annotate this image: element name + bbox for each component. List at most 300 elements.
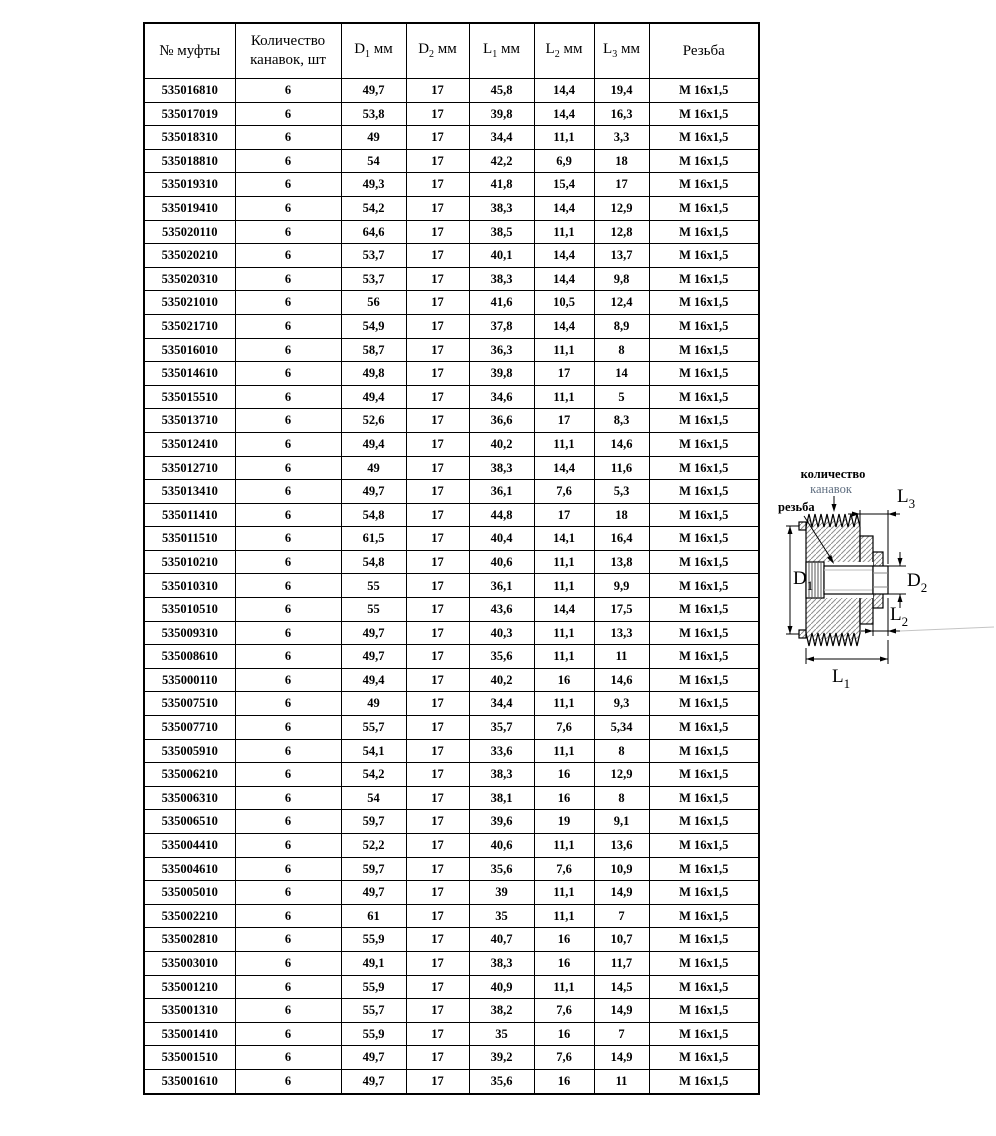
table-row	[144, 267, 759, 291]
table-row	[144, 1046, 759, 1070]
groove-count: 6	[235, 126, 341, 150]
coupling-number: 535007710	[144, 716, 235, 740]
d2-value: 17	[406, 716, 469, 740]
l2-value: 11,1	[534, 904, 594, 928]
d1-value: 54,1	[341, 739, 406, 763]
table-row	[144, 385, 759, 409]
l3-value: 9,3	[594, 692, 649, 716]
l2-value: 7,6	[534, 999, 594, 1023]
groove-count: 6	[235, 196, 341, 220]
table-row	[144, 1022, 759, 1046]
d2-value: 17	[406, 550, 469, 574]
d1-value: 58,7	[341, 338, 406, 362]
l2-value: 6,9	[534, 149, 594, 173]
l2-value: 14,4	[534, 196, 594, 220]
l3-value: 3,3	[594, 126, 649, 150]
d1-value: 54	[341, 786, 406, 810]
l2-value: 16	[534, 1069, 594, 1093]
d1-value: 49,4	[341, 432, 406, 456]
l3-value: 7	[594, 904, 649, 928]
l3-value: 11	[594, 1069, 649, 1093]
coupling-number: 535018310	[144, 126, 235, 150]
d1-value: 49,1	[341, 951, 406, 975]
l3-value: 14,6	[594, 432, 649, 456]
l1-value: 34,4	[469, 692, 534, 716]
groove-count: 6	[235, 857, 341, 881]
l3-value: 17	[594, 173, 649, 197]
table-row	[144, 550, 759, 574]
table-row	[144, 79, 759, 103]
table-row	[144, 220, 759, 244]
l2-value: 11,1	[534, 126, 594, 150]
d2-value: 17	[406, 810, 469, 834]
d2-value: 17	[406, 480, 469, 504]
l3-value: 14,9	[594, 881, 649, 905]
l1-value: 37,8	[469, 314, 534, 338]
table-row	[144, 951, 759, 975]
l1-value: 38,3	[469, 196, 534, 220]
thread-value: М 16x1,5	[649, 786, 759, 810]
groove-count: 6	[235, 645, 341, 669]
thread-value: М 16x1,5	[649, 857, 759, 881]
coupling-number: 535016810	[144, 79, 235, 103]
d2-value: 17	[406, 1022, 469, 1046]
d1-value: 54,8	[341, 503, 406, 527]
l2-value: 16	[534, 763, 594, 787]
coupling-number: 535002210	[144, 904, 235, 928]
d1-value: 49,4	[341, 385, 406, 409]
l2-value: 11,1	[534, 220, 594, 244]
thread-value: М 16x1,5	[649, 244, 759, 268]
coupling-number: 535016010	[144, 338, 235, 362]
coupling-number: 535003010	[144, 951, 235, 975]
dim-l1-label: $L_1$	[832, 666, 851, 691]
coupling-number: 535010510	[144, 598, 235, 622]
d2-value: 17	[406, 857, 469, 881]
d2-value: 17	[406, 621, 469, 645]
coupling-number: 535006310	[144, 786, 235, 810]
groove-count: 6	[235, 244, 341, 268]
coupling-number: 535010210	[144, 550, 235, 574]
coupling-number: 535000110	[144, 668, 235, 692]
l2-value: 14,4	[534, 598, 594, 622]
d2-value: 17	[406, 574, 469, 598]
d1-value: 49,7	[341, 1046, 406, 1070]
couplings-table-wrap	[143, 22, 760, 1095]
rim-tab-top	[799, 522, 806, 530]
coupling-number: 535010310	[144, 574, 235, 598]
d1-value: 53,7	[341, 267, 406, 291]
l2-value: 10,5	[534, 291, 594, 315]
thread-value: М 16x1,5	[649, 1022, 759, 1046]
d2-value: 17	[406, 432, 469, 456]
table-row	[144, 645, 759, 669]
d2-value: 17	[406, 668, 469, 692]
coupling-number: 535004410	[144, 834, 235, 858]
l3-value: 9,1	[594, 810, 649, 834]
l3-value: 19,4	[594, 79, 649, 103]
l1-value: 39,8	[469, 102, 534, 126]
groove-count: 6	[235, 291, 341, 315]
l1-value: 40,9	[469, 975, 534, 999]
table-row	[144, 1069, 759, 1093]
thread-label: резьба	[778, 500, 815, 514]
l1-value: 36,6	[469, 409, 534, 433]
groove-count: 6	[235, 503, 341, 527]
coupling-number: 535011410	[144, 503, 235, 527]
groove-count: 6	[235, 409, 341, 433]
l2-value: 14,4	[534, 314, 594, 338]
thread-value: М 16x1,5	[649, 527, 759, 551]
thread-value: М 16x1,5	[649, 432, 759, 456]
coupling-number: 535005010	[144, 881, 235, 905]
l2-value: 17	[534, 362, 594, 386]
d2-value: 17	[406, 385, 469, 409]
thread-value: М 16x1,5	[649, 338, 759, 362]
thread-value: М 16x1,5	[649, 550, 759, 574]
groove-count: 6	[235, 314, 341, 338]
thread-value: М 16x1,5	[649, 480, 759, 504]
coupling-number: 535012410	[144, 432, 235, 456]
groove-count: 6	[235, 527, 341, 551]
coupling-number: 535006510	[144, 810, 235, 834]
groove-count: 6	[235, 975, 341, 999]
d2-value: 17	[406, 126, 469, 150]
thread-value: М 16x1,5	[649, 409, 759, 433]
table-row	[144, 975, 759, 999]
pulley-diagram	[776, 464, 996, 699]
coupling-number: 535005910	[144, 739, 235, 763]
thread-value: М 16x1,5	[649, 881, 759, 905]
groove-count: 6	[235, 739, 341, 763]
thread-value: М 16x1,5	[649, 220, 759, 244]
l3-value: 17,5	[594, 598, 649, 622]
d1-value: 49,7	[341, 1069, 406, 1093]
l1-value: 40,6	[469, 550, 534, 574]
d2-value: 17	[406, 149, 469, 173]
l2-value: 16	[534, 1022, 594, 1046]
d2-value: 17	[406, 220, 469, 244]
l2-value: 14,1	[534, 527, 594, 551]
l3-value: 14	[594, 362, 649, 386]
l3-value: 5,3	[594, 480, 649, 504]
table-row	[144, 244, 759, 268]
d2-value: 17	[406, 102, 469, 126]
groove-count: 6	[235, 881, 341, 905]
l1-value: 40,2	[469, 432, 534, 456]
l1-value: 41,8	[469, 173, 534, 197]
table-row	[144, 904, 759, 928]
dim-d1-label: $D_1$	[793, 568, 814, 593]
d2-value: 17	[406, 834, 469, 858]
l2-value: 7,6	[534, 1046, 594, 1070]
l3-value: 11,7	[594, 951, 649, 975]
coupling-number: 535015510	[144, 385, 235, 409]
l2-value: 15,4	[534, 173, 594, 197]
l3-value: 5	[594, 385, 649, 409]
thread-value: М 16x1,5	[649, 79, 759, 103]
groove-count: 6	[235, 621, 341, 645]
l1-value: 38,5	[469, 220, 534, 244]
l2-value: 17	[534, 503, 594, 527]
l1-value: 38,3	[469, 456, 534, 480]
l2-value: 7,6	[534, 480, 594, 504]
d1-value: 55	[341, 598, 406, 622]
l1-value: 38,1	[469, 786, 534, 810]
couplings-table	[143, 22, 760, 1095]
coupling-number: 535007510	[144, 692, 235, 716]
d2-value: 17	[406, 739, 469, 763]
d1-value: 61	[341, 904, 406, 928]
thread-value: М 16x1,5	[649, 975, 759, 999]
thread-value: М 16x1,5	[649, 834, 759, 858]
groove-count: 6	[235, 999, 341, 1023]
d1-value: 56	[341, 291, 406, 315]
column-header: Количество канавок, шт	[235, 23, 341, 79]
l2-value: 7,6	[534, 716, 594, 740]
thread-value: М 16x1,5	[649, 928, 759, 952]
table-row	[144, 527, 759, 551]
d1-value: 49	[341, 126, 406, 150]
l1-value: 36,1	[469, 480, 534, 504]
grooves-count-label-line1: количество	[800, 467, 866, 481]
l3-value: 9,9	[594, 574, 649, 598]
thread-value: М 16x1,5	[649, 291, 759, 315]
l2-value: 16	[534, 928, 594, 952]
d2-value: 17	[406, 79, 469, 103]
thread-value: М 16x1,5	[649, 692, 759, 716]
d1-value: 61,5	[341, 527, 406, 551]
d2-value: 17	[406, 1069, 469, 1093]
d2-value: 17	[406, 928, 469, 952]
l3-value: 9,8	[594, 267, 649, 291]
l1-value: 40,6	[469, 834, 534, 858]
d1-value: 49,7	[341, 79, 406, 103]
l3-value: 11,6	[594, 456, 649, 480]
d1-value: 49,8	[341, 362, 406, 386]
l2-value: 14,4	[534, 102, 594, 126]
l2-value: 11,1	[534, 621, 594, 645]
column-header: $L_3$ мм	[594, 23, 649, 79]
l1-value: 44,8	[469, 503, 534, 527]
groove-count: 6	[235, 480, 341, 504]
d2-value: 17	[406, 975, 469, 999]
l3-value: 8,3	[594, 409, 649, 433]
groove-count: 6	[235, 668, 341, 692]
table-row	[144, 314, 759, 338]
l1-value: 40,1	[469, 244, 534, 268]
coupling-number: 535017019	[144, 102, 235, 126]
coupling-number: 535012710	[144, 456, 235, 480]
l2-value: 11,1	[534, 432, 594, 456]
d1-value: 59,7	[341, 810, 406, 834]
table-row	[144, 456, 759, 480]
l2-value: 11,1	[534, 645, 594, 669]
coupling-number: 535013710	[144, 409, 235, 433]
l1-value: 40,4	[469, 527, 534, 551]
d1-value: 53,8	[341, 102, 406, 126]
table-row	[144, 621, 759, 645]
header-row	[144, 23, 759, 79]
l1-value: 40,2	[469, 668, 534, 692]
dim-d2	[888, 552, 927, 608]
thread-value: М 16x1,5	[649, 126, 759, 150]
thread-value: М 16x1,5	[649, 598, 759, 622]
l3-value: 8	[594, 739, 649, 763]
thread-value: М 16x1,5	[649, 362, 759, 386]
d1-value: 59,7	[341, 857, 406, 881]
l1-value: 36,3	[469, 338, 534, 362]
l3-value: 12,9	[594, 763, 649, 787]
l3-value: 11	[594, 645, 649, 669]
coupling-number: 535011510	[144, 527, 235, 551]
table-row	[144, 126, 759, 150]
groove-count: 6	[235, 1022, 341, 1046]
thread-value: М 16x1,5	[649, 763, 759, 787]
l3-value: 14,6	[594, 668, 649, 692]
l2-value: 11,1	[534, 338, 594, 362]
coupling-number: 535021710	[144, 314, 235, 338]
l1-value: 34,6	[469, 385, 534, 409]
l2-value: 14,4	[534, 267, 594, 291]
d2-value: 17	[406, 692, 469, 716]
groove-count: 6	[235, 432, 341, 456]
l3-value: 18	[594, 149, 649, 173]
thread-value: М 16x1,5	[649, 574, 759, 598]
stray-line	[900, 627, 994, 631]
thread-value: М 16x1,5	[649, 621, 759, 645]
table-row	[144, 432, 759, 456]
l1-value: 40,7	[469, 928, 534, 952]
dim-l1	[806, 640, 888, 691]
l2-value: 11,1	[534, 574, 594, 598]
l1-value: 39,6	[469, 810, 534, 834]
dim-l3-label: $L_3$	[897, 486, 916, 511]
l3-value: 18	[594, 503, 649, 527]
groove-count: 6	[235, 598, 341, 622]
column-header: $D_1$ мм	[341, 23, 406, 79]
l1-value: 35,6	[469, 1069, 534, 1093]
d1-value: 54,8	[341, 550, 406, 574]
table-row	[144, 763, 759, 787]
d1-value: 54	[341, 149, 406, 173]
l2-value: 7,6	[534, 857, 594, 881]
thread-value: М 16x1,5	[649, 716, 759, 740]
column-header: $L_1$ мм	[469, 23, 534, 79]
l3-value: 14,9	[594, 1046, 649, 1070]
d1-value: 52,2	[341, 834, 406, 858]
thread-value: М 16x1,5	[649, 267, 759, 291]
l3-value: 8	[594, 338, 649, 362]
coupling-number: 535019410	[144, 196, 235, 220]
table-row	[144, 857, 759, 881]
thread-value: М 16x1,5	[649, 810, 759, 834]
rim-tab-bottom	[799, 630, 806, 638]
l3-value: 12,4	[594, 291, 649, 315]
d1-value: 55,9	[341, 975, 406, 999]
l2-value: 11,1	[534, 975, 594, 999]
column-header: № муфты	[144, 23, 235, 79]
coupling-number: 535013410	[144, 480, 235, 504]
d2-value: 17	[406, 1046, 469, 1070]
coupling-number: 535001210	[144, 975, 235, 999]
d1-value: 49,7	[341, 881, 406, 905]
d1-value: 49	[341, 692, 406, 716]
d2-value: 17	[406, 338, 469, 362]
d2-value: 17	[406, 173, 469, 197]
l2-value: 11,1	[534, 692, 594, 716]
d1-value: 55	[341, 574, 406, 598]
thread-value: М 16x1,5	[649, 645, 759, 669]
thread-value: М 16x1,5	[649, 385, 759, 409]
groove-count: 6	[235, 951, 341, 975]
l3-value: 10,9	[594, 857, 649, 881]
groove-count: 6	[235, 220, 341, 244]
l2-value: 16	[534, 668, 594, 692]
l1-value: 35	[469, 1022, 534, 1046]
thread-value: М 16x1,5	[649, 314, 759, 338]
l2-value: 11,1	[534, 834, 594, 858]
coupling-number: 535001410	[144, 1022, 235, 1046]
groove-count: 6	[235, 1046, 341, 1070]
groove-count: 6	[235, 928, 341, 952]
l1-value: 43,6	[469, 598, 534, 622]
d1-value: 49,7	[341, 480, 406, 504]
groove-count: 6	[235, 786, 341, 810]
d1-value: 55,9	[341, 1022, 406, 1046]
table-row	[144, 692, 759, 716]
table-row	[144, 574, 759, 598]
table-row	[144, 149, 759, 173]
d2-value: 17	[406, 244, 469, 268]
l3-value: 16,3	[594, 102, 649, 126]
d1-value: 49,4	[341, 668, 406, 692]
l3-value: 8	[594, 786, 649, 810]
l3-value: 10,7	[594, 928, 649, 952]
l2-value: 14,4	[534, 79, 594, 103]
d2-value: 17	[406, 786, 469, 810]
l2-value: 11,1	[534, 385, 594, 409]
d2-value: 17	[406, 196, 469, 220]
l1-value: 35,6	[469, 645, 534, 669]
groove-count: 6	[235, 173, 341, 197]
groove-count: 6	[235, 456, 341, 480]
d1-value: 54,9	[341, 314, 406, 338]
dim-l2-label: $L_2$	[890, 604, 909, 629]
l1-value: 38,3	[469, 763, 534, 787]
groove-count: 6	[235, 338, 341, 362]
d2-value: 17	[406, 362, 469, 386]
coupling-number: 535018810	[144, 149, 235, 173]
coupling-number: 535006210	[144, 763, 235, 787]
l1-value: 39	[469, 881, 534, 905]
table-row	[144, 928, 759, 952]
coupling-number: 535001610	[144, 1069, 235, 1093]
d1-value: 55,7	[341, 999, 406, 1023]
d1-value: 55,7	[341, 716, 406, 740]
d1-value: 49,7	[341, 645, 406, 669]
groove-count: 6	[235, 692, 341, 716]
d1-value: 54,2	[341, 763, 406, 787]
d1-value: 49	[341, 456, 406, 480]
table-row	[144, 409, 759, 433]
coupling-number: 535020210	[144, 244, 235, 268]
column-header: Резьба	[649, 23, 759, 79]
coupling-number: 535001510	[144, 1046, 235, 1070]
table-row	[144, 810, 759, 834]
l3-value: 7	[594, 1022, 649, 1046]
l1-value: 35	[469, 904, 534, 928]
